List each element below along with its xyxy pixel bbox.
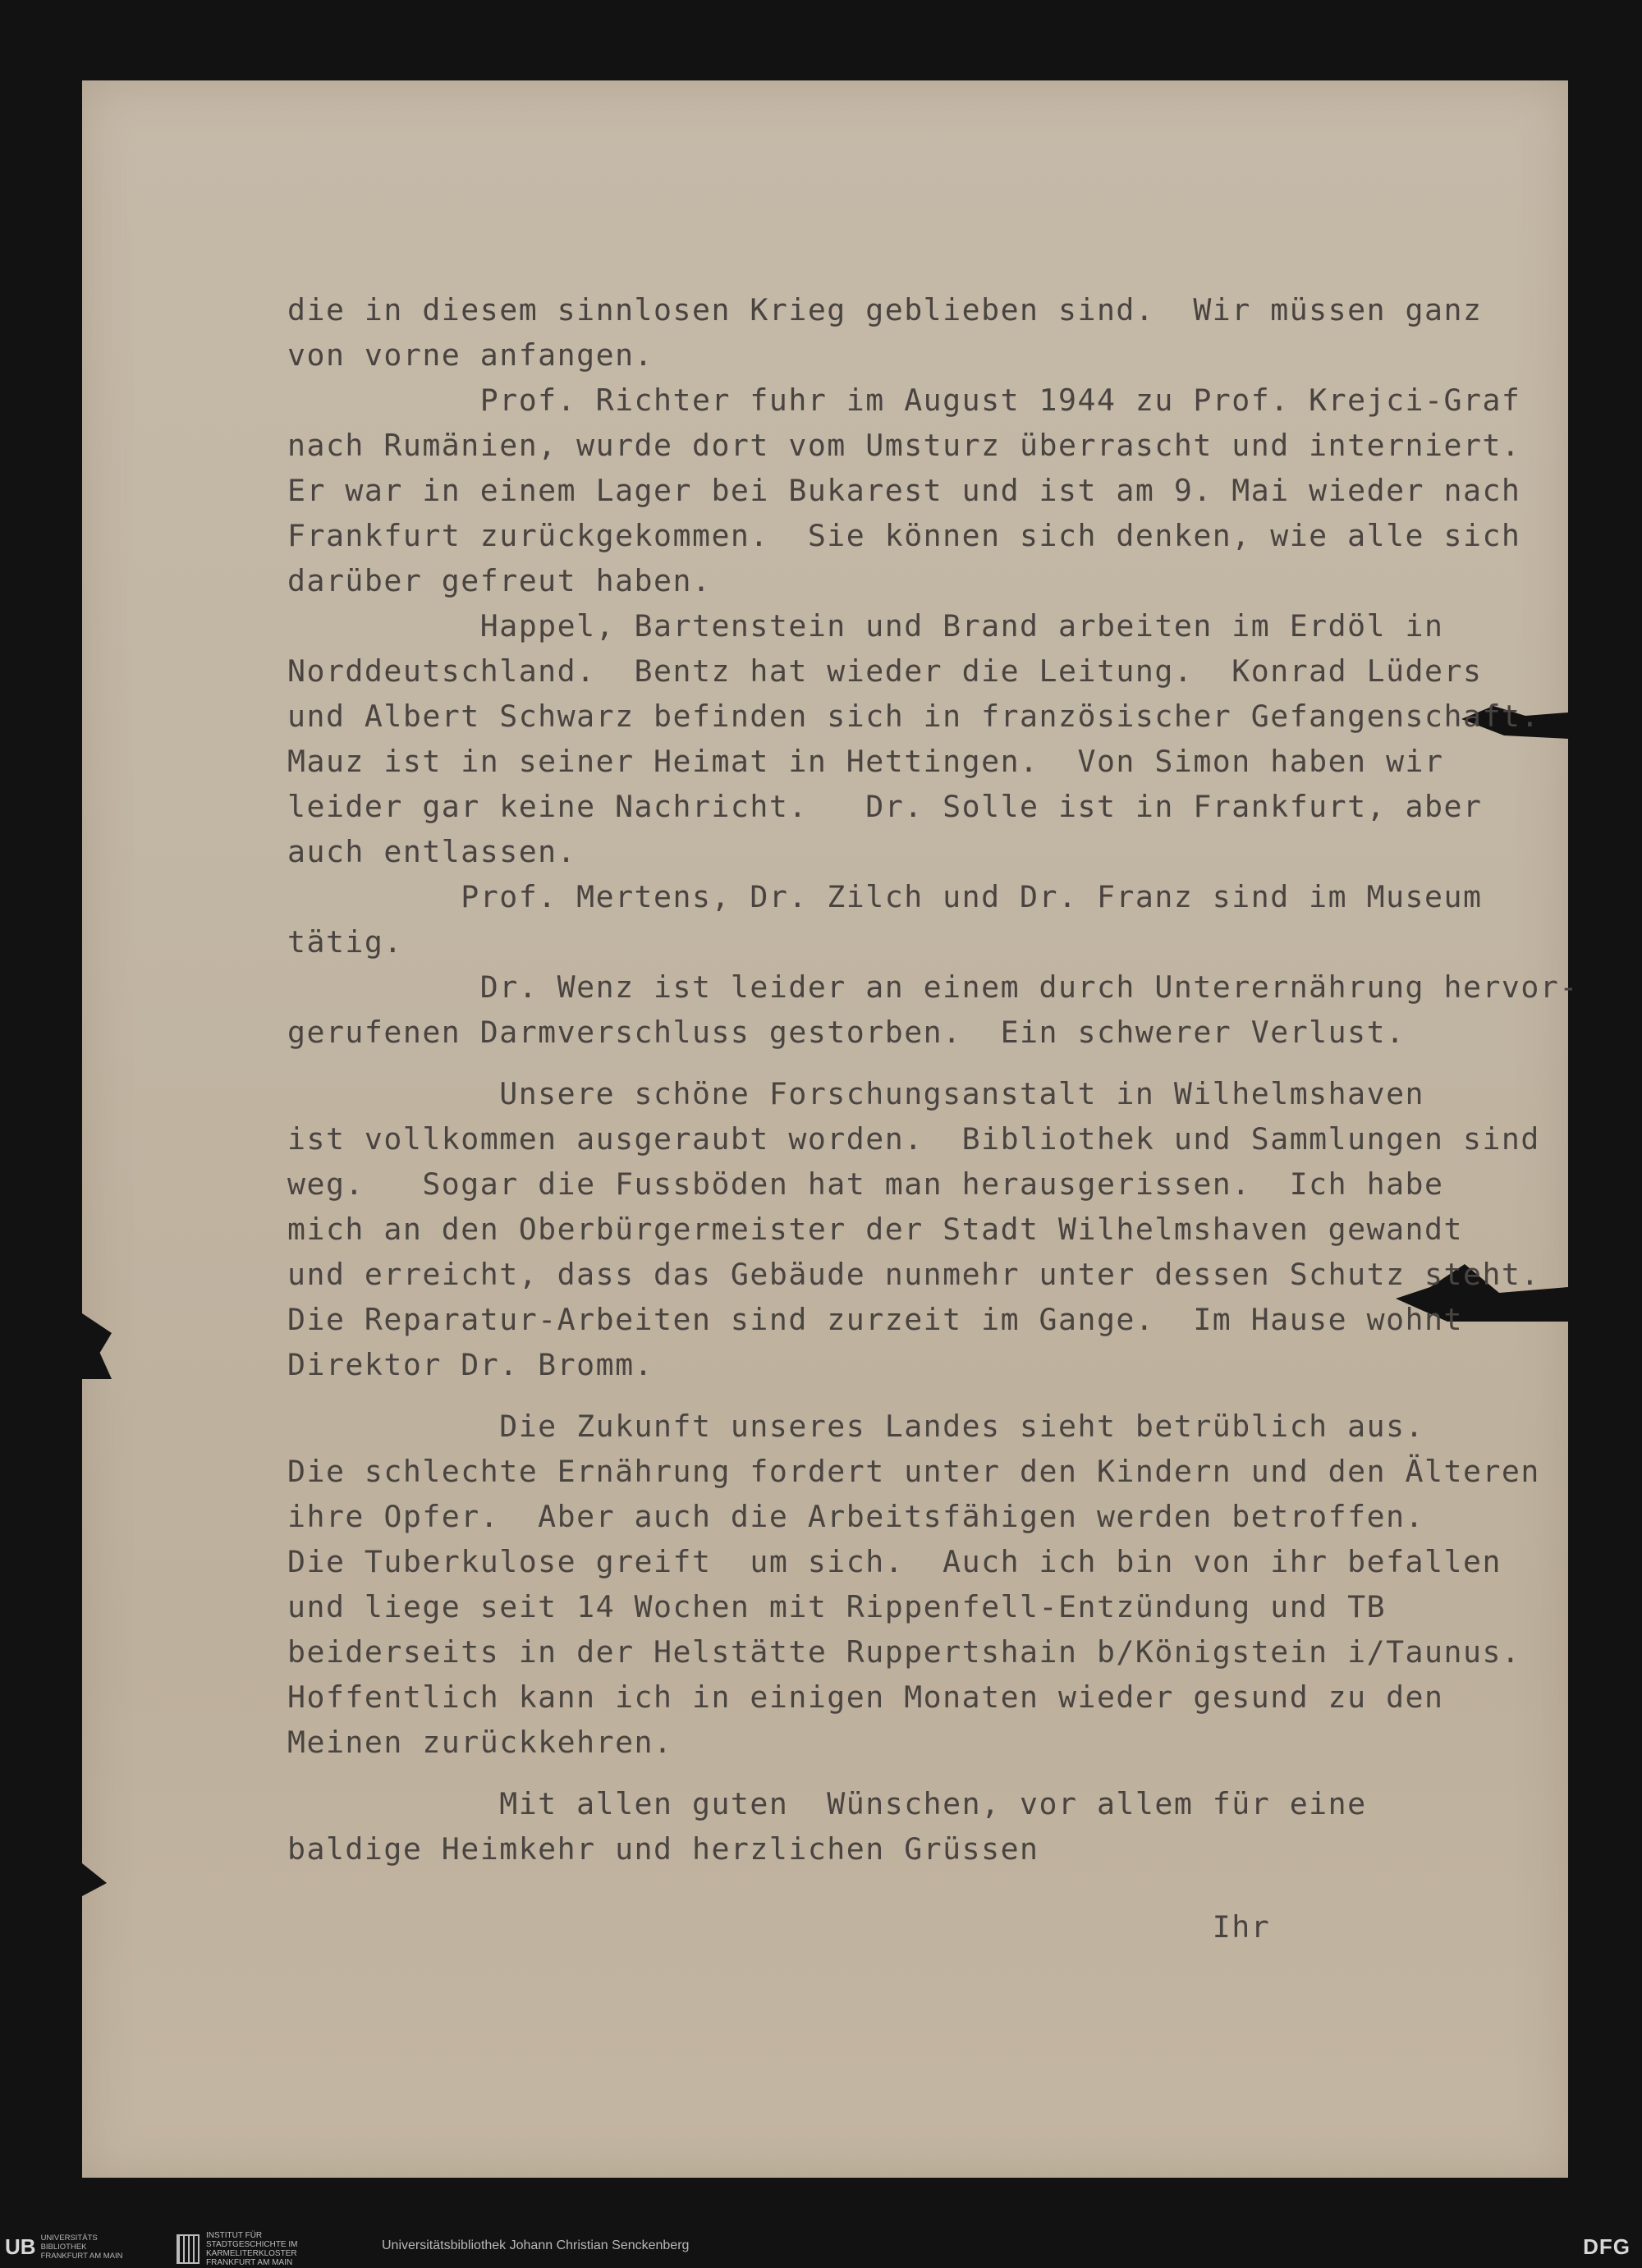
ub-logo-text: UNIVERSITÄTS BIBLIOTHEK FRANKFURT AM MAIN — [40, 2233, 123, 2261]
letter-line: Dr. Wenz ist leider an einem durch Unterernährung hervor- — [287, 969, 1579, 1005]
letter-line: gerufenen Darmverschluss gestorben. Ein schwerer Verlust. — [287, 1015, 1406, 1050]
letter-line: Prof. Richter fuhr im August 1944 zu Prof. Krejci-Graf — [287, 383, 1521, 418]
letter-line: tätig. — [287, 924, 403, 960]
ub-logo[interactable] — [5, 2231, 123, 2262]
letter-line: Meinen zurückkehren. — [287, 1725, 673, 1760]
letter-line: Die Reparatur-Arbeiten sind zurzeit im Gange. Im Hause wohnt — [287, 1302, 1463, 1337]
letter-line: Er war in einem Lager bei Bukarest und ist am 9. Mai wieder nach — [287, 473, 1521, 508]
letter-line: die in diesem sinnlosen Krieg geblieben sind. Wir müssen ganz — [287, 292, 1483, 328]
letter-line: Direktor Dr. Bromm. — [287, 1347, 654, 1382]
letter-line: Happel, Bartenstein und Brand arbeiten im Erdöl in — [287, 608, 1444, 644]
viewer-footer — [0, 2224, 1642, 2268]
letter-line: darüber gefreut haben. — [287, 563, 712, 598]
letter-line: und Albert Schwarz befinden sich in französischer Gefangenschaft. — [287, 699, 1540, 734]
letter-line: Norddeutschland. Bentz hat wieder die Leitung. Konrad Lüders — [287, 653, 1483, 689]
letter-line: leider gar keine Nachricht. Dr. Solle ist in Frankfurt, aber — [287, 789, 1483, 824]
letter-line: nach Rumänien, wurde dort vom Umsturz überrascht und interniert. — [287, 428, 1521, 463]
letter-line: Die schlechte Ernährung fordert unter den Kindern und den Älteren — [287, 1454, 1540, 1489]
letter-line: baldige Heimkehr und herzlichen Grüssen — [287, 1831, 1039, 1867]
letter-line: Unsere schöne Forschungsanstalt in Wilhelmshaven — [287, 1076, 1425, 1111]
letter-line: Ihr — [287, 1909, 1271, 1945]
letter-line: ist vollkommen ausgeraubt worden. Bibliothek und Sammlungen sind — [287, 1121, 1540, 1157]
letter-line: Hoffentlich kann ich in einigen Monaten wieder gesund zu den — [287, 1679, 1444, 1715]
letter-line: von vorne anfangen. — [287, 337, 654, 373]
letter-line: auch entlassen. — [287, 834, 577, 869]
letter-line: und erreicht, dass das Gebäude nunmehr unter dessen Schutz steht. — [287, 1257, 1540, 1292]
letter-line: Mauz ist in seiner Heimat in Hettingen. Von Simon haben wir — [287, 744, 1444, 779]
letter-line: ihre Opfer. Aber auch die Arbeitsfähigen werden betroffen. — [287, 1499, 1425, 1534]
isg-logo-text: INSTITUT FÜR STADTGESCHICHTE IM KARMELITERKLOSTER FRANKFURT AM MAIN — [206, 2231, 298, 2267]
letter-line: weg. Sogar die Fussböden hat man herausgerissen. Ich habe — [287, 1166, 1444, 1202]
letter-line: Frankfurt zurückgekommen. Sie können sich denken, wie alle sich — [287, 518, 1521, 553]
building-icon — [177, 2234, 200, 2264]
paragraph-gap — [287, 1387, 1535, 1404]
letter-line: Mit allen guten Wünschen, vor allem für eine — [287, 1786, 1367, 1821]
library-name[interactable]: Universitätsbibliothek Johann Christian Senckenberg — [382, 2238, 690, 2252]
letter-line: beiderseits in der Helstätte Ruppertshain b/Königstein i/Taunus. — [287, 1634, 1521, 1670]
letter-line: Die Zukunft unseres Landes sieht betrüblich aus. — [287, 1409, 1425, 1444]
isg-logo[interactable] — [177, 2231, 329, 2267]
letter-line: und liege seit 14 Wochen mit Rippenfell-Entzündung und TB — [287, 1589, 1387, 1624]
paragraph-gap — [287, 1872, 1535, 1888]
paragraph-gap — [287, 1055, 1535, 1071]
dfg-logo[interactable]: DFG — [1583, 2234, 1631, 2259]
letter-line: mich an den Oberbürgermeister der Stadt Wilhelmshaven gewandt — [287, 1212, 1463, 1247]
paragraph-gap — [287, 1765, 1535, 1781]
letter-line: Prof. Mertens, Dr. Zilch und Dr. Franz sind im Museum — [287, 879, 1483, 914]
paragraph-gap — [287, 1888, 1535, 1904]
letter-text — [287, 287, 1579, 1950]
ub-mark: UB — [5, 2234, 36, 2259]
letter-line: Die Tuberkulose greift um sich. Auch ich bin von ihr befallen — [287, 1544, 1502, 1579]
